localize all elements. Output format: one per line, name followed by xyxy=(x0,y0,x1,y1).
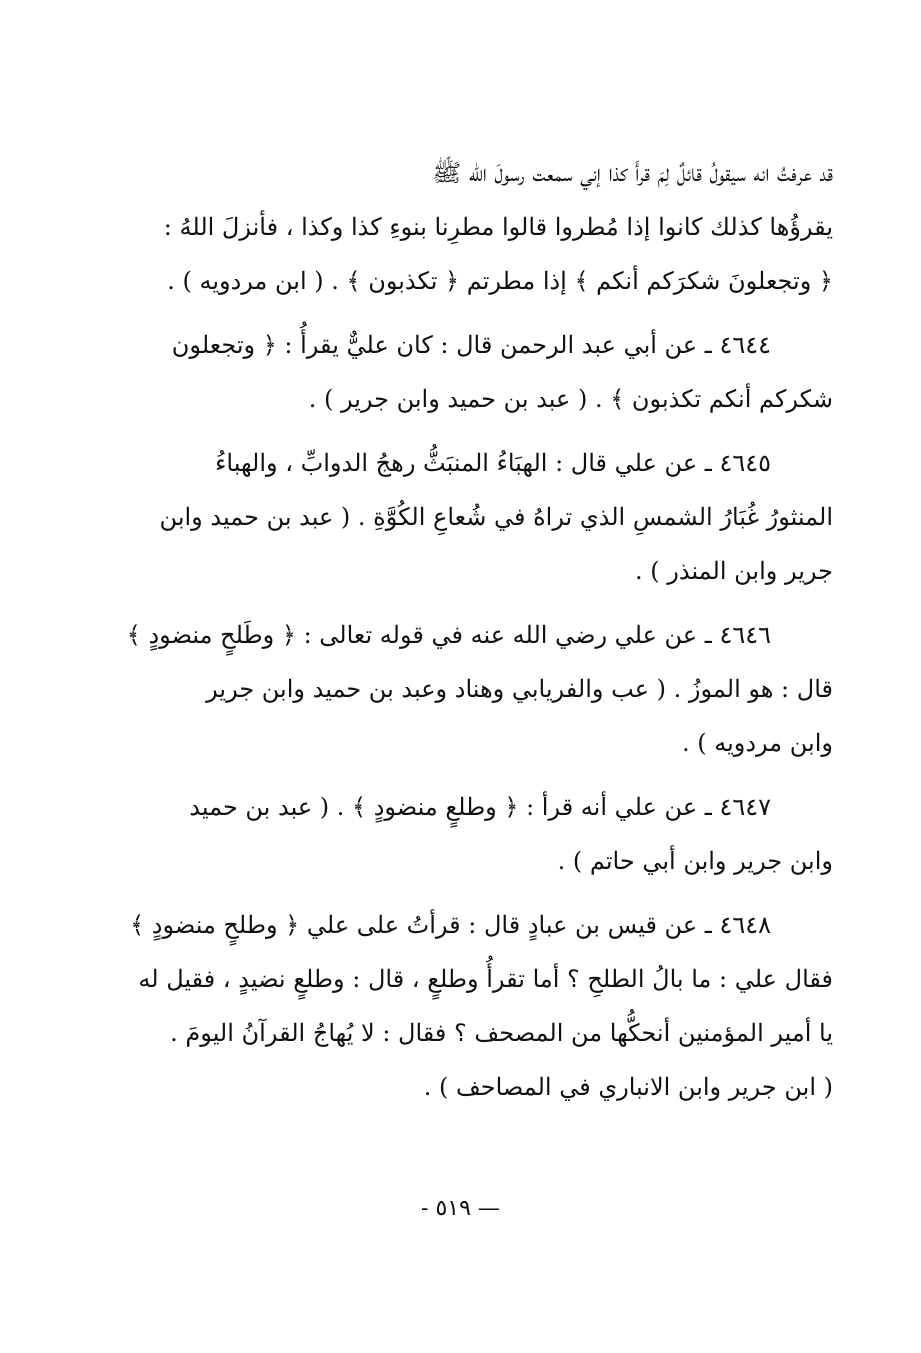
text-line: جرير وابن المنذر ) . xyxy=(635,557,833,585)
text-line: ٤٦٤٥ ـ عن علي قال : الهبَاءُ المنبَثُّ رهجُ الدوابِّ ، والهباءُ xyxy=(215,449,771,477)
text-line: وابن جرير وابن أبي حاتم ) . xyxy=(557,847,833,875)
page-number: — ٥١٩ - xyxy=(421,1196,500,1221)
paragraph-4644 xyxy=(138,318,833,426)
text-line: يقرؤُها كذلك كانوا إذا مُطروا قالوا مطرِنا بنوءِ كذا وكذا ، فأنزلَ اللهُ : xyxy=(163,213,833,241)
text-line: ٤٦٤٦ ـ عن علي رضي الله عنه في قوله تعالى : ﴿ وطَلحٍ منضودٍ ﴾ xyxy=(126,621,771,649)
text-line: ٤٦٤٨ ـ عن قيس بن عبادٍ قال : قرأتُ على علي ﴿ وطلحٍ منضودٍ ﴾ xyxy=(130,911,771,939)
text-line: يا أمير المؤمنين أنحكُّها من المصحف ؟ فقال : لا يُهاجُ القرآنُ اليومَ . xyxy=(170,1019,833,1047)
paragraph-4645 xyxy=(138,436,833,598)
text-line: قد عرفتُ انه سيقولُ قائلٌ لِمَ قرأَ كذا إني سمعت رسولَ الله ﷺ xyxy=(432,159,833,187)
text-line: فقال علي : ما بالُ الطلحِ ؟ أما تقرأُ وطلعٍ ، قال : وطلعٍ نضيدٍ ، فقيل له xyxy=(138,965,833,993)
text-line: وابن مردويه ) . xyxy=(681,729,833,757)
paragraph-4648 xyxy=(130,898,833,1114)
text-line: شكركم أنكم تكذبون ﴾ . ( عبد بن حميد وابن جرير ) . xyxy=(308,385,833,413)
paragraph-4647 xyxy=(138,780,833,888)
text-line: ( ابن جرير وابن الانباري في المصاحف ) . xyxy=(423,1073,833,1101)
text-line: قال : هو الموزُ . ( عب والفريابي وهناد وعبد بن حميد وابن جرير xyxy=(206,675,833,703)
text-line: ﴿ وتجعلونَ شكرَكم أنكم ﴾ إذا مطرتم ﴿ تكذبون ﴾ . ( ابن مردويه ) . xyxy=(167,267,833,295)
text-line: المنثورُ غُبَارُ الشمسِ الذي تراهُ في شُعاعِ الكُوَّةِ . ( عبد بن حميد وابن xyxy=(159,503,833,531)
paragraph-continuation xyxy=(138,146,833,308)
text-line: ٤٦٤٧ ـ عن علي أنه قرأ : ﴿ وطلعٍ منضودٍ ﴾ . ( عبد بن حميد xyxy=(189,793,771,821)
body-text xyxy=(126,146,833,1124)
paragraph-4646 xyxy=(126,608,833,770)
text-line: ٤٦٤٤ ـ عن أبي عبد الرحمن قال : كان عليٌّ يقرأُ : ﴿ وتجعلون xyxy=(171,331,771,359)
